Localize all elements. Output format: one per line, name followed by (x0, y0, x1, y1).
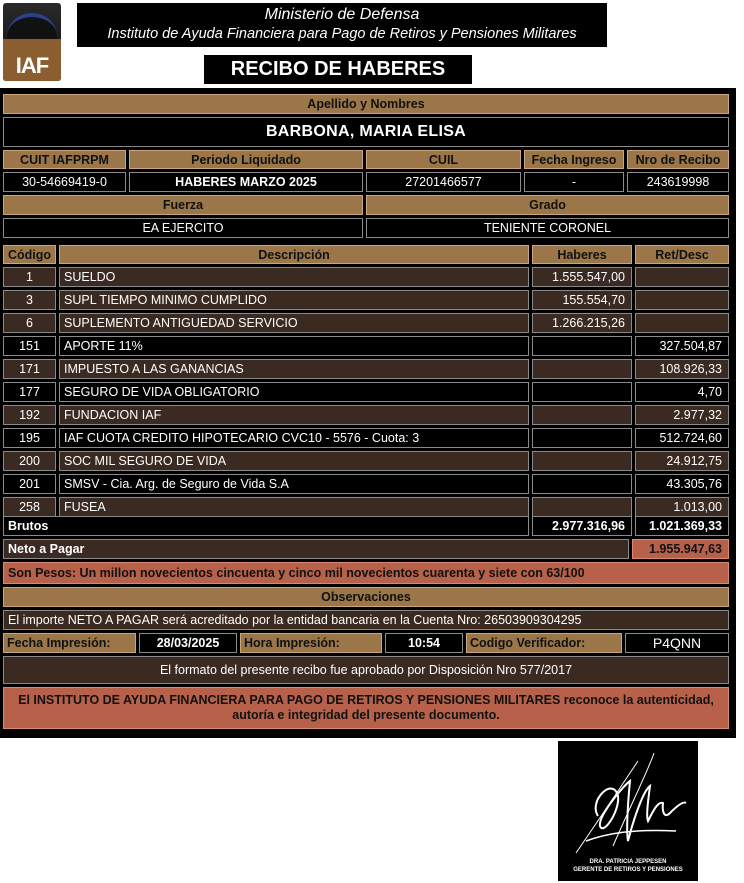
fecha-impresion-value: 28/03/2025 (139, 633, 237, 653)
item-retdesc (635, 290, 729, 310)
employee-name: BARBONA, MARIA ELISA (3, 117, 729, 147)
item-desc: SMSV - Cia. Arg. de Seguro de Vida S.A (59, 474, 529, 494)
institute-title: Instituto de Ayuda Financiera para Pago de Retiros y Pensiones Militares (107, 26, 577, 42)
item-code: 258 (3, 497, 56, 517)
item-haberes (532, 405, 632, 425)
item-code: 171 (3, 359, 56, 379)
item-code: 1 (3, 267, 56, 287)
disposicion-text: El formato del presente recibo fue aprobado por Disposición Nro 577/2017 (3, 656, 729, 684)
label-hora-impresion: Hora Impresión: (240, 633, 382, 653)
item-desc: FUNDACION IAF (59, 405, 529, 425)
label-codigo-verificador: Codigo Verificador: (466, 633, 622, 653)
item-retdesc: 2.977,32 (635, 405, 729, 425)
cuil-value: 27201466577 (366, 172, 521, 192)
item-haberes (532, 359, 632, 379)
item-code: 192 (3, 405, 56, 425)
item-code: 195 (3, 428, 56, 448)
label-fecha-ingreso: Fecha Ingreso (524, 150, 624, 169)
label-apellido: Apellido y Nombres (3, 94, 729, 114)
item-code: 3 (3, 290, 56, 310)
item-haberes (532, 382, 632, 402)
item-desc: FUSEA (59, 497, 529, 517)
item-desc: APORTE 11% (59, 336, 529, 356)
observacion-text: El importe NETO A PAGAR será acreditado por la entidad bancaria en la Cuenta Nro: 26503909304295 (3, 610, 729, 630)
item-retdesc (635, 313, 729, 333)
label-nro-recibo: Nro de Recibo (627, 150, 729, 169)
item-haberes (532, 474, 632, 494)
brutos-retdesc: 1.021.369,33 (635, 516, 729, 536)
label-codigo: Código (3, 245, 56, 264)
fuerza-value: EA EJERCITO (3, 218, 363, 238)
item-desc: SOC MIL SEGURO DE VIDA (59, 451, 529, 471)
label-observaciones: Observaciones (3, 587, 729, 607)
item-retdesc (635, 267, 729, 287)
signatory-role: GERENTE DE RETIROS Y PENSIONES (573, 867, 683, 873)
fecha-ingreso-value: - (524, 172, 624, 192)
item-code: 201 (3, 474, 56, 494)
grado-value: TENIENTE CORONEL (366, 218, 729, 238)
cuit-value: 30-54669419-0 (3, 172, 126, 192)
label-descripcion: Descripción (59, 245, 529, 264)
item-haberes: 155.554,70 (532, 290, 632, 310)
item-desc: IAF CUOTA CREDITO HIPOTECARIO CVC10 - 5576 - Cuota: 3 (59, 428, 529, 448)
item-desc: SEGURO DE VIDA OBLIGATORIO (59, 382, 529, 402)
son-pesos: Son Pesos: Un millon novecientos cincuenta y cinco mil novecientos cuarenta y siete con 63/100 (3, 562, 729, 584)
label-cuil: CUIL (366, 150, 521, 169)
item-code: 151 (3, 336, 56, 356)
label-periodo: Periodo Liquidado (129, 150, 363, 169)
item-retdesc: 24.912,75 (635, 451, 729, 471)
item-desc: SUPLEMENTO ANTIGUEDAD SERVICIO (59, 313, 529, 333)
label-fecha-impresion: Fecha Impresión: (3, 633, 136, 653)
label-neto: Neto a Pagar (3, 539, 629, 559)
signature-block (558, 741, 698, 881)
item-desc: SUELDO (59, 267, 529, 287)
label-fuerza: Fuerza (3, 195, 363, 215)
item-retdesc: 4,70 (635, 382, 729, 402)
item-retdesc: 43.305,76 (635, 474, 729, 494)
ministry-title: Ministerio de Defensa (264, 6, 420, 23)
iaf-logo (3, 3, 61, 81)
label-brutos: Brutos (3, 516, 529, 536)
item-haberes (532, 497, 632, 517)
item-retdesc: 1.013,00 (635, 497, 729, 517)
item-retdesc: 108.926,33 (635, 359, 729, 379)
logo-text: IAF (15, 53, 49, 78)
item-code: 200 (3, 451, 56, 471)
label-cuit: CUIT IAFPRPM (3, 150, 126, 169)
item-desc: SUPL TIEMPO MINIMO CUMPLIDO (59, 290, 529, 310)
item-code: 6 (3, 313, 56, 333)
nro-recibo-value: 243619998 (627, 172, 729, 192)
brutos-haberes: 2.977.316,96 (532, 516, 632, 536)
label-grado: Grado (366, 195, 729, 215)
neto-value: 1.955.947,63 (632, 539, 729, 559)
codigo-verificador-value: P4QNN (625, 633, 729, 653)
receipt-body (0, 88, 736, 738)
label-retdesc: Ret/Desc (635, 245, 729, 264)
document-title: RECIBO DE HABERES (204, 55, 472, 84)
handwritten-signature (558, 741, 698, 861)
label-haberes: Haberes (532, 245, 632, 264)
autenticidad-text: El INSTITUTO DE AYUDA FINANCIERA PARA PAGO DE RETIROS Y PENSIONES MILITARES reconoce la autenticidad, autoría e integridad del presente documento. (3, 687, 729, 729)
signatory-name: DRA. PATRICIA JEPPESEN (589, 859, 667, 865)
periodo-value: HABERES MARZO 2025 (129, 172, 363, 192)
header-box (77, 3, 607, 47)
item-haberes: 1.555.547,00 (532, 267, 632, 287)
item-haberes (532, 336, 632, 356)
item-haberes (532, 428, 632, 448)
item-haberes: 1.266.215,26 (532, 313, 632, 333)
item-retdesc: 512.724,60 (635, 428, 729, 448)
item-desc: IMPUESTO A LAS GANANCIAS (59, 359, 529, 379)
hora-impresion-value: 10:54 (385, 633, 463, 653)
item-code: 177 (3, 382, 56, 402)
item-retdesc: 327.504,87 (635, 336, 729, 356)
item-haberes (532, 451, 632, 471)
